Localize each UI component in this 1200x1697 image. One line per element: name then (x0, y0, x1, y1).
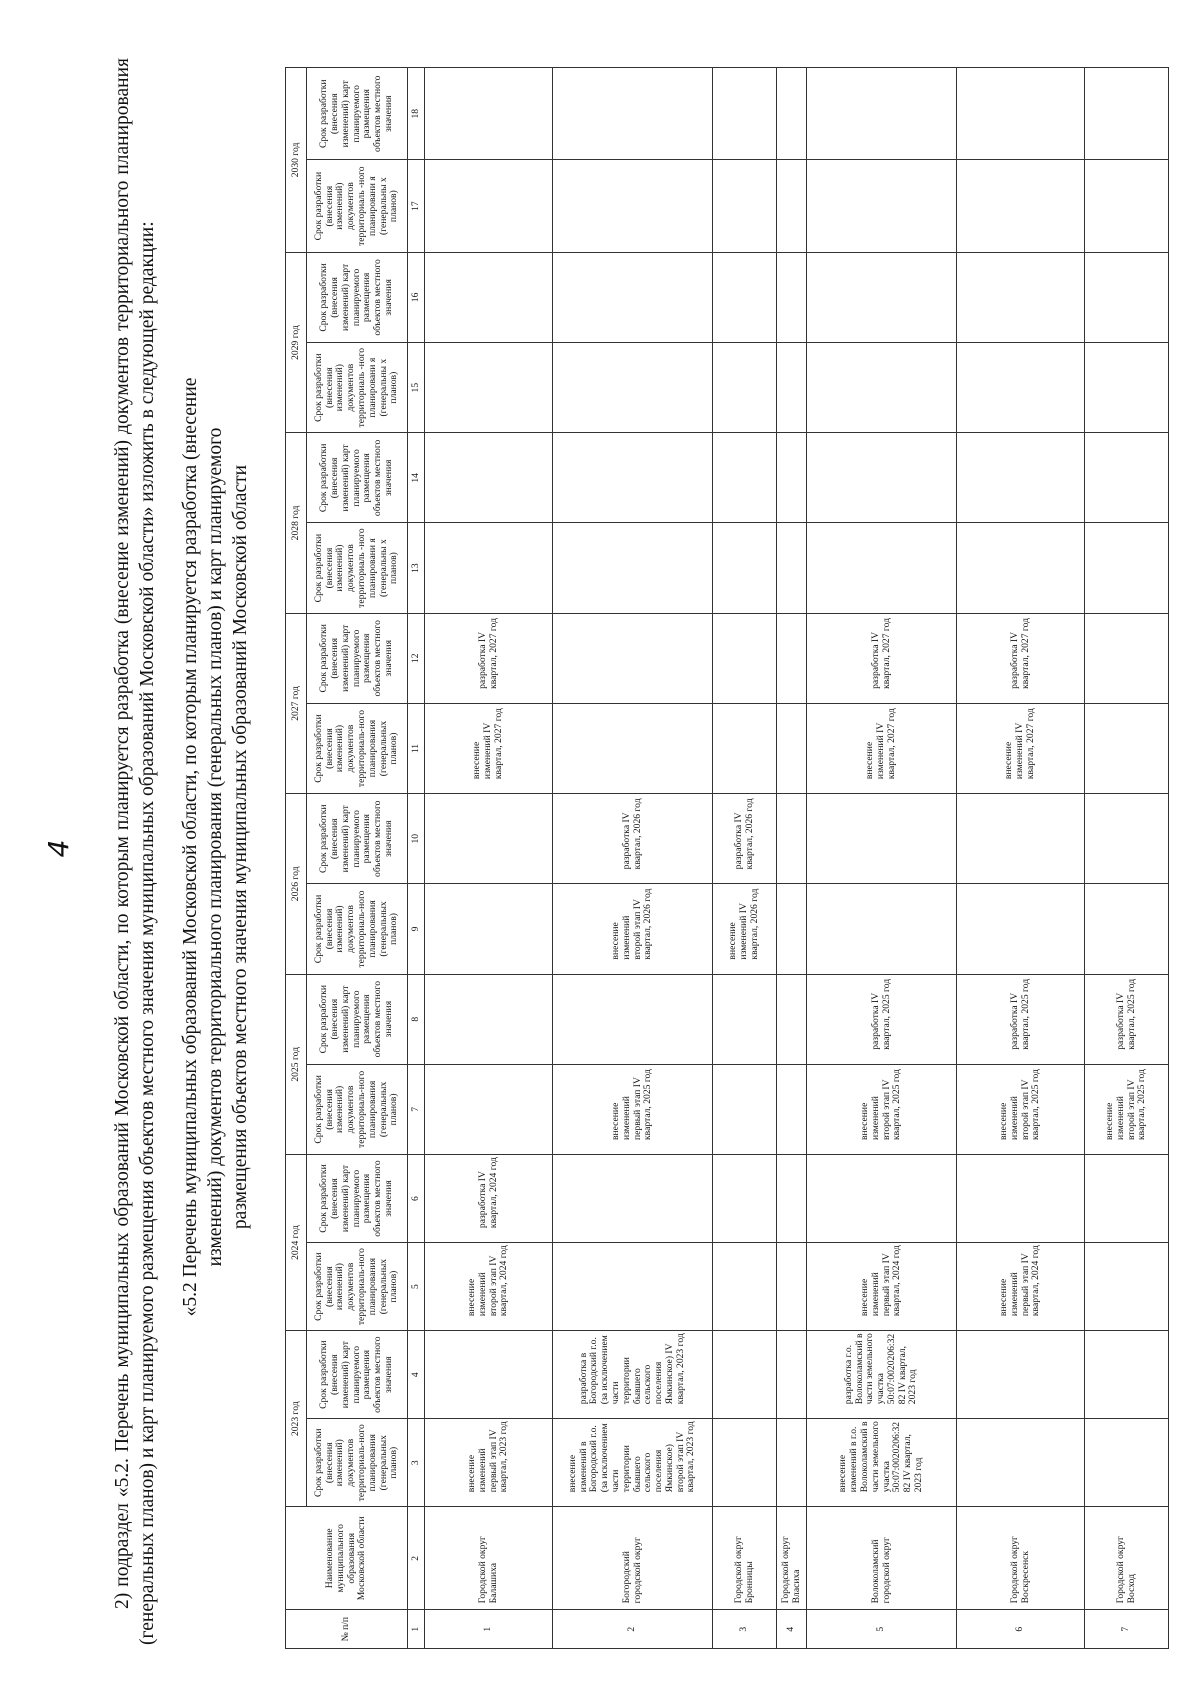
header-gp-term: Срок разработки (внесения изменений) документов территориаль-ного планирования (генеральных планов) (307, 1064, 408, 1154)
header-map-term: Срок разработки (внесения изменений) карт планируемого размещения объектов местного значения (307, 1331, 408, 1419)
row-number: 6 (957, 1610, 1085, 1649)
header-year: 2024 год (286, 1155, 307, 1331)
term-cell: разработка IV квартал, 2026 год (713, 794, 777, 884)
table-row (1085, 68, 1169, 1649)
column-number: 14 (408, 433, 425, 523)
term-cell (807, 523, 957, 613)
term-cell (713, 160, 777, 252)
column-number: 12 (408, 613, 425, 703)
term-cell (957, 160, 1085, 252)
term-cell: внесение изменений второй этап IV квартал, 2025 год (957, 1064, 1085, 1154)
table-row (553, 68, 713, 1649)
term-cell (425, 343, 553, 433)
term-cell (1085, 794, 1169, 884)
term-cell (777, 884, 807, 974)
header-year: 2028 год (286, 433, 307, 613)
term-cell (777, 68, 807, 160)
term-cell: внесение изменений IV квартал, 2027 год (957, 703, 1085, 793)
term-cell: внесение изменений второй этап IV квартал, 2026 год (553, 884, 713, 974)
term-cell (713, 343, 777, 433)
term-cell (713, 974, 777, 1064)
term-cell (957, 1155, 1085, 1243)
term-cell (713, 1155, 777, 1243)
term-cell (713, 1331, 777, 1419)
term-cell: внесение изменений первый этап IV квартал, 2024 год (957, 1243, 1085, 1331)
term-cell: разработка IV квартал, 2025 год (807, 974, 957, 1064)
municipality-name: Городской округ Воскресенск (957, 1507, 1085, 1610)
term-cell (553, 613, 713, 703)
header-map-term: Срок разработки (внесения изменений) карт планируемого размещения объектов местного значения (307, 252, 408, 342)
term-cell (1085, 343, 1169, 433)
column-number-row (408, 68, 425, 1649)
row-number: 5 (807, 1610, 957, 1649)
plan-table (285, 67, 1169, 1649)
municipality-name: Городской округ Восход (1085, 1507, 1169, 1610)
column-number: 18 (408, 68, 425, 160)
term-cell (553, 160, 713, 252)
term-cell (425, 433, 553, 523)
term-cell (425, 252, 553, 342)
term-cell (553, 252, 713, 342)
term-cell (713, 68, 777, 160)
column-number: 1 (408, 1610, 425, 1649)
municipality-name: Городской округ Балашиха (425, 1507, 553, 1610)
column-number: 8 (408, 974, 425, 1064)
term-cell (777, 1064, 807, 1154)
term-cell (777, 613, 807, 703)
header-map-term: Срок разработки (внесения изменений) карт планируемого размещения объектов местного значения (307, 1155, 408, 1243)
column-number: 10 (408, 794, 425, 884)
term-cell: разработка IV квартал, 2026 год (553, 794, 713, 884)
term-cell (807, 794, 957, 884)
column-number: 6 (408, 1155, 425, 1243)
term-cell (1085, 252, 1169, 342)
term-cell (807, 68, 957, 160)
term-cell (807, 884, 957, 974)
row-number: 1 (425, 1610, 553, 1649)
term-cell (553, 1243, 713, 1331)
term-cell: разработка IV квартал, 2024 год (425, 1155, 553, 1243)
term-cell (807, 252, 957, 342)
term-cell (957, 1419, 1085, 1507)
term-cell (807, 433, 957, 523)
header-year: 2027 год (286, 613, 307, 793)
column-number: 2 (408, 1507, 425, 1610)
table-body (425, 68, 1169, 1649)
term-cell (1085, 523, 1169, 613)
term-cell (777, 1243, 807, 1331)
term-cell: внесение изменений в г.о. Волоколамский в части земельного участка 50:07:0020206:32 82 IV квартал, 2023 год (807, 1419, 957, 1507)
plan-table-wrapper (285, 67, 1169, 1649)
term-cell: внесение изменений второй этап IV квартал, 2025 год (807, 1064, 957, 1154)
term-cell (1085, 1331, 1169, 1419)
row-number: 4 (777, 1610, 807, 1649)
term-cell: внесение изменений IV квартал, 2026 год (713, 884, 777, 974)
term-cell (425, 974, 553, 1064)
term-cell (777, 160, 807, 252)
term-cell (1085, 884, 1169, 974)
term-cell (713, 523, 777, 613)
term-cell (777, 523, 807, 613)
term-cell: внесение изменений второй этап IV квартал, 2025 год (1085, 1064, 1169, 1154)
term-cell (957, 523, 1085, 613)
term-cell (777, 1419, 807, 1507)
header-year: 2030 год (286, 68, 307, 253)
term-cell (425, 884, 553, 974)
table-row (957, 68, 1085, 1649)
header-num: № п/п (286, 1610, 408, 1649)
term-cell (957, 343, 1085, 433)
header-gp-term: Срок разработки (внесения изменений) документов территориаль-ного планирования (генеральных планов) (307, 703, 408, 793)
term-cell: внесение изменений в Богородский г.о. (за исключением части территории бывшего сельского поселения Ямкинское) второй этап IV квартал, 2023 год (553, 1419, 713, 1507)
column-number: 3 (408, 1419, 425, 1507)
term-cell (1085, 1243, 1169, 1331)
row-number: 3 (713, 1610, 777, 1649)
term-cell (1085, 703, 1169, 793)
term-cell (807, 160, 957, 252)
term-cell (713, 252, 777, 342)
term-cell (807, 343, 957, 433)
header-year: 2026 год (286, 794, 307, 974)
term-cell (425, 523, 553, 613)
term-cell (553, 703, 713, 793)
term-cell (425, 160, 553, 252)
term-cell (807, 1155, 957, 1243)
term-cell (1085, 613, 1169, 703)
term-cell (957, 794, 1085, 884)
term-cell (777, 343, 807, 433)
table-row (713, 68, 777, 1649)
header-gp-term: Срок разработки (внесения изменений) документов территориаль -ного планировани я (генеральны х планов) (307, 160, 408, 252)
term-cell: внесение изменений первый этап IV квартал, 2025 год (553, 1064, 713, 1154)
header-gp-term: Срок разработки (внесения изменений) документов территориаль -ного планировани я (генеральны х планов) (307, 343, 408, 433)
term-cell (425, 68, 553, 160)
column-number: 5 (408, 1243, 425, 1331)
column-number: 16 (408, 252, 425, 342)
table-header (286, 68, 425, 1649)
term-cell (777, 1331, 807, 1419)
column-number: 11 (408, 703, 425, 793)
term-cell (777, 252, 807, 342)
header-map-term: Срок разработки (внесения изменений) карт планируемого размещения объектов местного значения (307, 794, 408, 884)
term-cell (713, 613, 777, 703)
term-cell (713, 703, 777, 793)
term-cell (553, 433, 713, 523)
term-cell (777, 703, 807, 793)
table-row (777, 68, 807, 1649)
municipality-name: Богородский городской округ (553, 1507, 713, 1610)
term-cell (777, 1155, 807, 1243)
term-cell: разработка IV квартал, 2025 год (1085, 974, 1169, 1064)
term-cell (553, 1155, 713, 1243)
term-cell (1085, 1419, 1169, 1507)
term-cell (553, 974, 713, 1064)
header-map-term: Срок разработки (внесения изменений) карт планируемого размещения объектов местного значения (307, 613, 408, 703)
header-gp-term: Срок разработки (внесения изменений) документов территориаль-ного планирования (генеральных планов) (307, 1419, 408, 1507)
term-cell: внесение изменений первый этап IV квартал, 2023 год (425, 1419, 553, 1507)
term-cell (957, 1331, 1085, 1419)
term-cell (1085, 160, 1169, 252)
section-title: «5.2 Перечень муниципальных образований Московской области, по которым планируется разработка (внесение изменений) документов территориального планирования (генеральных планов) и карт планируемого размещения объектов местного значения муниципальных образований Московской области (180, 377, 251, 1317)
term-cell (1085, 68, 1169, 160)
term-cell (713, 1419, 777, 1507)
row-number: 2 (553, 1610, 713, 1649)
header-map-term: Срок разработки (внесения изменений) карт планируемого размещения объектов местного значения (307, 974, 408, 1064)
column-number: 13 (408, 523, 425, 613)
column-number: 15 (408, 343, 425, 433)
term-cell (1085, 1155, 1169, 1243)
term-cell: внесение изменений IV квартал, 2027 год (807, 703, 957, 793)
term-cell: внесение изменений первый этап IV квартал, 2024 год (807, 1243, 957, 1331)
term-cell (713, 1064, 777, 1154)
header-gp-term: Срок разработки (внесения изменений) документов территориаль-ного планирования (генеральных планов) (307, 884, 408, 974)
table-row (807, 68, 957, 1649)
term-cell (777, 974, 807, 1064)
header-map-term: Срок разработки (внесения изменений) карт планируемого размещения объектов местного значения (307, 68, 408, 160)
column-number: 4 (408, 1331, 425, 1419)
term-cell (777, 433, 807, 523)
term-cell (957, 884, 1085, 974)
term-cell: разработка IV квартал, 2025 год (957, 974, 1085, 1064)
term-cell (713, 433, 777, 523)
term-cell: разработка IV квартал, 2027 год (807, 613, 957, 703)
header-name: Наименование муниципального образования Московской области (286, 1507, 408, 1610)
header-year: 2023 год (286, 1331, 307, 1507)
column-number: 17 (408, 160, 425, 252)
municipality-name: Волоколамский городской округ (807, 1507, 957, 1610)
term-cell (1085, 433, 1169, 523)
term-cell (713, 1243, 777, 1331)
table-row (425, 68, 553, 1649)
header-gp-term: Срок разработки (внесения изменений) документов территориаль -ного планировани я (генеральны х планов) (307, 523, 408, 613)
term-cell (553, 523, 713, 613)
municipality-name: Городской округ Бронницы (713, 1507, 777, 1610)
term-cell (553, 343, 713, 433)
term-cell: разработка IV квартал, 2027 год (425, 613, 553, 703)
header-year: 2025 год (286, 974, 307, 1154)
header-map-term: Срок разработки (внесения изменений) карт планируемого размещения объектов местного значения (307, 433, 408, 523)
term-cell (425, 794, 553, 884)
term-cell (957, 68, 1085, 160)
term-cell (777, 794, 807, 884)
term-cell (957, 252, 1085, 342)
term-cell: разработка IV квартал, 2027 год (957, 613, 1085, 703)
term-cell (957, 433, 1085, 523)
term-cell (553, 68, 713, 160)
term-cell (425, 1064, 553, 1154)
intro-paragraph: 2) подраздел «5.2. Перечень муниципальных образований Московской области, по которым планируется разработка (внесение изменений) документов территориального планирования (генеральных планов) и карт планируемого размещения объектов местного значения муниципальных образований Московской области» изложить в следующей редакции: (112, 58, 158, 1645)
term-cell: разработка г.о. Волоколамский в части земельного участка 50:07:0020206:32 82 IV квартал, 2023 год (807, 1331, 957, 1419)
term-cell: внесение изменений IV квартал, 2027 год (425, 703, 553, 793)
term-cell: внесение изменений второй этап IV квартал, 2024 год (425, 1243, 553, 1331)
term-cell (425, 1331, 553, 1419)
column-number: 9 (408, 884, 425, 974)
header-year: 2029 год (286, 252, 307, 432)
row-number: 7 (1085, 1610, 1169, 1649)
municipality-name: Городской округ Власиха (777, 1507, 807, 1610)
column-number: 7 (408, 1064, 425, 1154)
term-cell: разработка в Богородский г.о. (за исключением части территории бывшего сельского поселения Ямкинское) IV квартал, 2023 год (553, 1331, 713, 1419)
header-gp-term: Срок разработки (внесения изменений) документов территориаль-ного планирования (генеральных планов) (307, 1243, 408, 1331)
page-number: 4 (42, 839, 75, 858)
